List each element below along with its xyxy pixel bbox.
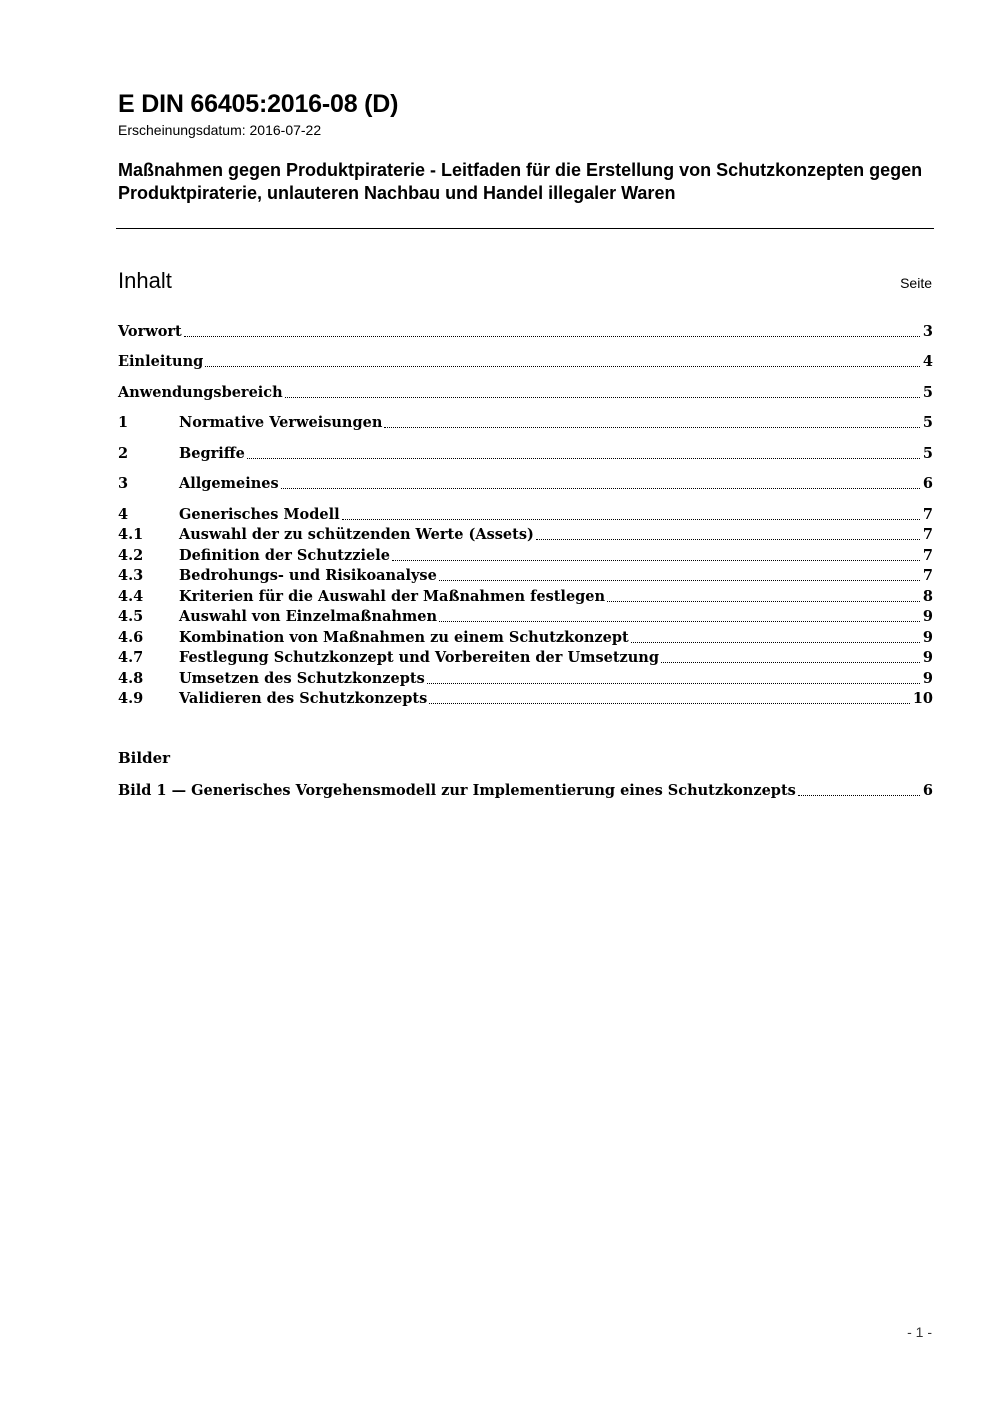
footer-page-number: - 1 - <box>907 1324 932 1340</box>
toc-entry-title: Kriterien für die Auswahl der Maßnahmen festlegen <box>179 588 606 605</box>
title-divider <box>116 228 934 229</box>
toc-entry-page: 10 <box>912 690 933 707</box>
toc-entry-number: 4.5 <box>118 608 144 625</box>
toc-entry-title: Allgemeines <box>179 475 279 492</box>
toc-entry[interactable] <box>118 689 933 709</box>
toc-entry-title: Einleitung <box>118 353 204 370</box>
page-column-label: Seite <box>900 275 932 291</box>
toc-entry[interactable] <box>118 322 933 342</box>
toc-leader-dots <box>798 795 920 796</box>
toc-entry-title: Auswahl von Einzelmaßnahmen <box>179 608 438 625</box>
toc-entry-number: 4.6 <box>118 629 144 646</box>
figure-entry-page: 6 <box>922 782 933 799</box>
toc-entry-page: 7 <box>922 567 933 584</box>
toc-entry-title: Generisches Modell <box>179 506 340 523</box>
toc-leader-dots <box>342 519 920 520</box>
toc-entry[interactable] <box>118 587 933 607</box>
toc-entry-title: Bedrohungs- und Risikoanalyse <box>179 567 437 584</box>
toc-entry-page: 6 <box>922 475 933 492</box>
toc-entry-title: Begriffe <box>179 445 245 462</box>
figures-heading: Bilder <box>118 749 171 767</box>
toc-entry-title: Umsetzen des Schutzkonzepts <box>179 670 425 687</box>
toc-entry-title: Validieren des Schutzkonzepts <box>179 690 428 707</box>
toc-entry[interactable] <box>118 383 933 403</box>
toc-entry-title: Auswahl der zu schützenden Werte (Assets) <box>179 526 534 543</box>
toc-leader-dots <box>607 601 920 602</box>
toc-leader-dots <box>439 580 920 581</box>
toc-entry-page: 5 <box>922 384 933 401</box>
toc-entry[interactable] <box>118 669 933 689</box>
toc-entry-number: 4.4 <box>118 588 144 605</box>
toc-entry[interactable] <box>118 648 933 668</box>
toc-entry-number: 3 <box>118 475 129 492</box>
toc-leader-dots <box>205 366 920 367</box>
toc-entry-title: Kombination von Maßnahmen zu einem Schutzkonzept <box>179 629 629 646</box>
toc-leader-dots <box>429 703 910 704</box>
document-id: E DIN 66405:2016-08 (D) <box>118 90 399 118</box>
toc-entry-page: 9 <box>922 608 933 625</box>
publication-date: Erscheinungsdatum: 2016-07-22 <box>118 122 322 138</box>
toc-entry-page: 7 <box>922 506 933 523</box>
toc-entry-page: 5 <box>922 445 933 462</box>
toc-entry[interactable] <box>118 352 933 372</box>
toc-heading: Inhalt <box>118 268 172 293</box>
toc-entry-title: Festlegung Schutzkonzept und Vorbereiten der Umsetzung <box>179 649 659 666</box>
toc-leader-dots <box>384 427 920 428</box>
toc-entry-number: 4 <box>118 506 129 523</box>
toc-entry-title: Definition der Schutzziele <box>179 547 390 564</box>
toc-entry-page: 9 <box>922 649 933 666</box>
toc-leader-dots <box>281 488 920 489</box>
toc-entry-title: Anwendungsbereich <box>118 384 283 401</box>
toc-entry[interactable] <box>118 505 933 525</box>
toc-entry[interactable] <box>118 474 933 494</box>
toc-entry-page: 7 <box>922 547 933 564</box>
figure-entry[interactable] <box>118 781 933 801</box>
toc-entry-number: 4.8 <box>118 670 144 687</box>
toc-entry-page: 9 <box>922 670 933 687</box>
toc-entry-page: 7 <box>922 526 933 543</box>
toc-entry-page: 9 <box>922 629 933 646</box>
toc-entry[interactable] <box>118 607 933 627</box>
toc-leader-dots <box>439 621 920 622</box>
toc-entry-number: 4.3 <box>118 567 144 584</box>
toc-entry-title: Normative Verweisungen <box>179 414 383 431</box>
toc-entry-page: 4 <box>922 353 933 370</box>
toc-entry-number: 1 <box>118 414 129 431</box>
toc-entry[interactable] <box>118 444 933 464</box>
document-title: Maßnahmen gegen Produktpiraterie - Leitfaden für die Erstellung von Schutzkonzepten gegen Produktpiraterie, unlauteren Nachbau und Handel illegaler Waren <box>118 160 923 203</box>
toc-leader-dots <box>631 642 920 643</box>
toc-entry[interactable] <box>118 413 933 433</box>
toc-leader-dots <box>184 336 920 337</box>
toc-leader-dots <box>247 458 920 459</box>
toc-entry-number: 2 <box>118 445 129 462</box>
toc-leader-dots <box>427 683 920 684</box>
toc-leader-dots <box>392 560 920 561</box>
toc-entry[interactable] <box>118 546 933 566</box>
figure-entry-title: Bild 1 — Generisches Vorgehensmodell zur Implementierung eines Schutzkonzepts <box>118 782 796 799</box>
toc-entry-page: 3 <box>922 323 933 340</box>
toc-entry-page: 8 <box>922 588 933 605</box>
toc-leader-dots <box>536 539 920 540</box>
toc-leader-dots <box>661 662 920 663</box>
toc-entry-page: 5 <box>922 414 933 431</box>
toc-entry[interactable] <box>118 566 933 586</box>
toc-entry-number: 4.2 <box>118 547 144 564</box>
toc-entry[interactable] <box>118 525 933 545</box>
toc-entry-number: 4.9 <box>118 690 144 707</box>
toc-leader-dots <box>285 397 920 398</box>
toc-entry-title: Vorwort <box>118 323 182 340</box>
toc-entry-number: 4.7 <box>118 649 144 666</box>
toc-entry-number: 4.1 <box>118 526 144 543</box>
toc-entry[interactable] <box>118 628 933 648</box>
